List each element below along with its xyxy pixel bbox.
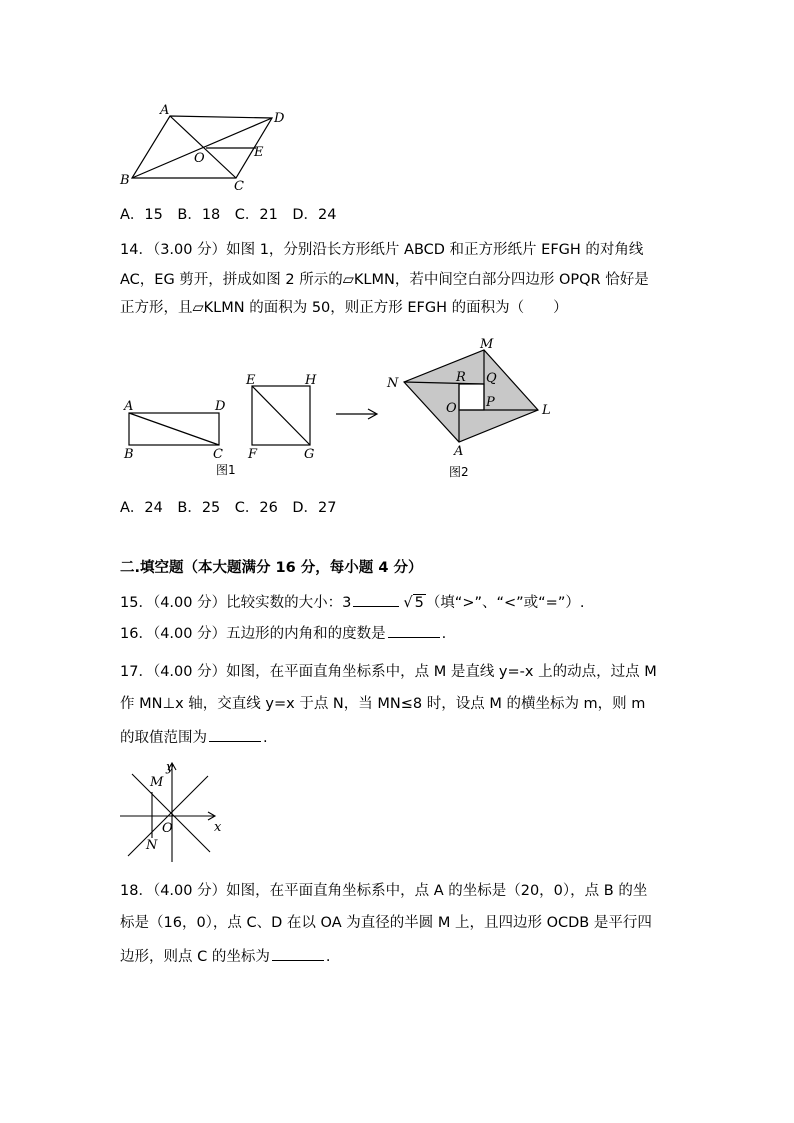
q15-answer-blank[interactable] bbox=[353, 591, 399, 607]
q14-fig1-label-f: F bbox=[248, 447, 258, 462]
q13-parallelogram-figure bbox=[112, 100, 292, 195]
q14-text-line1: 14．（3.00 分）如图 1，分别沿长方形纸片 ABCD 和正方形纸片 EFGH 的对角线 bbox=[120, 242, 644, 258]
q14-options: A．24 B．25 C．26 D．27 bbox=[120, 500, 337, 516]
q17-label-n: N bbox=[146, 838, 158, 853]
q17-suffix: . bbox=[263, 730, 268, 746]
q16-prefix: 16．（4.00 分）五边形的内角和的度数是 bbox=[120, 626, 386, 642]
q15-prefix: 15．（4.00 分）比较实数的大小：3 bbox=[120, 595, 352, 611]
q14-fig1-label-b: B bbox=[124, 447, 134, 462]
q17-coordinate-figure bbox=[116, 758, 231, 864]
q14-fig1-label-a: A bbox=[124, 399, 134, 414]
q17-label-x: x bbox=[214, 820, 222, 835]
q18-answer-blank[interactable] bbox=[272, 945, 324, 961]
q13-options: A．15 B．18 C．21 D．24 bbox=[120, 207, 337, 223]
q17-prefix: 的取值范围为 bbox=[120, 730, 207, 746]
q13-label-e: E bbox=[254, 145, 264, 160]
q15-text bbox=[120, 591, 584, 613]
q15-radicand: 5 bbox=[414, 595, 424, 611]
q14-fig2-label-q: Q bbox=[486, 371, 497, 386]
q18-text-line3 bbox=[120, 945, 330, 967]
q17-label-m: M bbox=[150, 775, 164, 790]
q14-fig1-label-g: G bbox=[304, 447, 315, 462]
q18-text-line2: 标是（16，0），点 C、D 在以 OA 为直径的半圆 M 上，且四边形 OCDB 是平行四 bbox=[120, 915, 652, 931]
q14-fig2-label-p: P bbox=[486, 395, 495, 410]
section2-heading: 二.填空题（本大题满分 16 分，每小题 4 分） bbox=[120, 560, 423, 576]
q17-text-line1: 17．（4.00 分）如图，在平面直角坐标系中，点 M 是直线 y=-x 上的动点，过点 M bbox=[120, 664, 657, 680]
q18-prefix: 边形，则点 C 的坐标为 bbox=[120, 949, 270, 965]
q13-label-c: C bbox=[234, 179, 244, 194]
q14-fig2-label-a: A bbox=[454, 444, 464, 459]
q13-label-o: O bbox=[194, 151, 205, 166]
q14-text-line2: AC，EG 剪开，拼成如图 2 所示的▱KLMN，若中间空白部分四边形 OPQR 恰好是 bbox=[120, 272, 649, 288]
q15-sqrt: √ 5 bbox=[403, 595, 424, 611]
q14-fig2-label-n: N bbox=[387, 376, 399, 391]
q18-suffix: . bbox=[325, 949, 331, 965]
q13-label-b: B bbox=[120, 173, 130, 188]
q14-fig2-label-l: L bbox=[542, 403, 551, 418]
q14-fig2-label-m: M bbox=[480, 337, 494, 352]
q14-fig1-label-e: E bbox=[246, 373, 256, 388]
q16-answer-blank[interactable] bbox=[388, 622, 440, 638]
q17-label-y: y bbox=[166, 760, 174, 775]
q14-fig1-label-c: C bbox=[213, 447, 223, 462]
q13-label-d: D bbox=[274, 111, 285, 126]
q14-text-line3: 正方形，且▱KLMN 的面积为 50，则正方形 EFGH 的面积为（ ） bbox=[120, 300, 568, 316]
q14-figures bbox=[118, 330, 558, 485]
q14-fig2-label-o: O bbox=[446, 401, 457, 416]
q18-text-line1: 18．（4.00 分）如图，在平面直角坐标系中，点 A 的坐标是（20，0），点 B 的坐 bbox=[120, 883, 648, 899]
q17-answer-blank[interactable] bbox=[209, 726, 261, 742]
q17-text-line2: 作 MN⊥x 轴，交直线 y=x 于点 N，当 MN≤8 时，设点 M 的横坐标为 m，则 m bbox=[120, 696, 646, 712]
q14-fig1-caption: 图1 bbox=[216, 463, 236, 477]
q16-suffix: . bbox=[441, 626, 447, 642]
q16-text bbox=[120, 622, 446, 644]
q15-suffix: （填“>”、“<”或“=”）. bbox=[425, 595, 585, 611]
q14-fig1-label-h: H bbox=[305, 373, 317, 388]
q14-fig2-caption: 图2 bbox=[449, 465, 469, 479]
q14-fig1-label-d: D bbox=[215, 399, 226, 414]
q14-fig2-label-r: R bbox=[456, 370, 466, 385]
q17-text-line3 bbox=[120, 726, 268, 748]
q17-label-o: O bbox=[162, 821, 173, 836]
q13-label-a: A bbox=[160, 103, 170, 118]
